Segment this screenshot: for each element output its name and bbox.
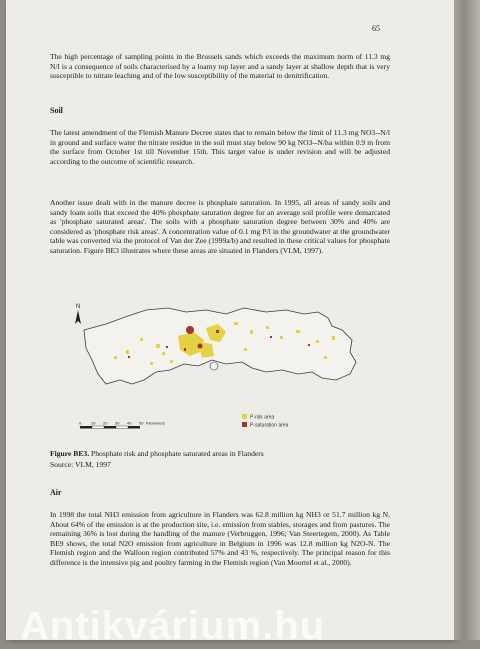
north-arrow-icon — [75, 304, 81, 324]
map-legend — [242, 414, 289, 429]
legend-label-risk: P-risk area — [250, 414, 275, 421]
flanders-phosphate-map — [66, 300, 386, 442]
figure-caption — [50, 449, 264, 458]
figure-caption-label: Figure BE3. — [50, 449, 90, 458]
watermark: Antikvárium.hu — [20, 604, 326, 648]
svg-text:10: 10 — [91, 420, 96, 426]
page-number: 65 — [372, 24, 380, 33]
svg-text:50: 50 — [139, 420, 144, 426]
air-heading: Air — [50, 488, 62, 497]
svg-text:40: 40 — [127, 420, 132, 426]
north-label: N — [76, 304, 81, 310]
figure-caption-text: Phosphate risk and phosphate saturated areas in Flanders — [91, 449, 264, 458]
legend-swatch-saturation — [242, 422, 247, 427]
scale-unit: Kilometers — [146, 420, 165, 426]
page-edge — [454, 0, 480, 640]
soil-paragraph-2: Another issue dealt with in the manure decree is phosphate saturation. In 1995, all areas of sandy soils and sandy loam soils that exceed the 40% phosphate saturation degree for an average soil profile were demarcated as 'phosphate saturated areas'. The soils with a phosphate saturation degree between 30% and 40% are considered as 'phosphate risk areas'. A concentration value of 0.1 mg P/l in the groundwater at the groundwater table was converted via the protocol of Van der Zee (1999a/b) and resulted in these critical values for phosphate saturation. Figure BE3 illustrates where these areas are situated in Flanders (VLM, 1997). — [50, 198, 390, 255]
air-paragraph: In 1998 the total NH3 emission from agriculture in Flanders was 62.8 million kg NH3 or 51.7 million kg N. About 64% of the emission is at the production site, i.e. emission from stables, storages and from pastures. The remaining 36% is lost during the handling of the manure (Verbruggen, 1996; Van Steertegem, 2000). As Table BE9 shows, the total N2O emission from agriculture in Belgium in 1996 was 12.8 million kg N2O-N. The Flemish region and the Walloon region contributed 57% and 43 %, respectively. The principal reason for this difference is the intensive pig and poultry farming in the Flemish region (Van Moortel et al., 2000). — [50, 510, 390, 567]
figure-source: Source: VLM, 1997 — [50, 460, 111, 469]
scale-bar — [79, 421, 165, 429]
soil-paragraph-1: The latest amendment of the Flemish Manure Decree states that to remain below the limit of 11.3 mg NO3--N/l in ground and surface water the nitrate residue in the soil must stay below 90 kg NO3--N/ha within 0.9 m from the surface from October 1st till November 15th. This target value is under revision and will be adjusted according to the outcome of scientific research. — [50, 128, 390, 166]
svg-text:20: 20 — [103, 420, 108, 426]
legend-label-saturation: P-saturation area — [250, 422, 289, 429]
book-page — [6, 0, 454, 640]
svg-text:0: 0 — [79, 420, 82, 426]
svg-text:30: 30 — [115, 420, 120, 426]
intro-paragraph: The high percentage of sampling points in the Brussels sands which exceeds the maximum norm of 11.3 mg N/l is a consequence of soils characterised by a loamy top layer and a sandy layer at shallow depth that is very susceptible to nitrate leaching and of the low susceptibility of the material to denitrification. — [50, 52, 390, 81]
flanders-outline — [84, 308, 356, 384]
soil-heading: Soil — [50, 106, 63, 115]
legend-swatch-risk — [242, 414, 247, 419]
